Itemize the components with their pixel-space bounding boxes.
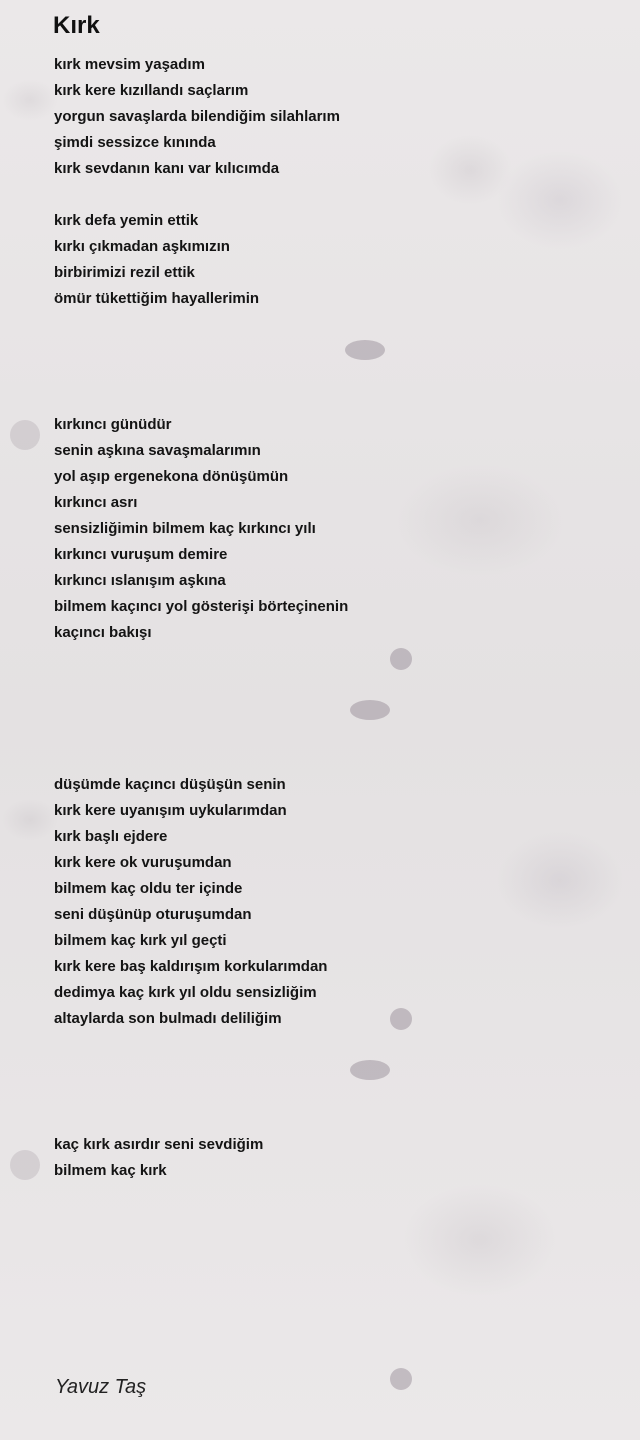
ink-blot-decoration [390,1368,412,1390]
poem-line: kırk defa yemin ettik [54,212,199,229]
poem-line: kırk sevdanın kanı var kılıcımda [54,160,280,177]
poem-line: bilmem kaç oldu ter içinde [54,880,243,897]
stanza [54,208,259,312]
ink-blot-decoration [390,1008,412,1030]
poem-line: birbirimizi rezil ettik [54,264,195,281]
poem-line: kırkıncı vuruşum demire [54,546,228,563]
poem-line: bilmem kaç kırk yıl geçti [54,932,227,949]
poem-title: Kırk [53,12,100,39]
poem-line: kırkıncı asrı [54,494,138,511]
poem-line: seni düşünüp oturuşumdan [54,906,252,923]
poem-line: kırk başlı ejdere [54,828,168,845]
poem-line: yol aşıp ergenekona dönüşümün [54,468,289,485]
poem-line: kırkıncı ıslanışım aşkına [54,572,226,589]
poem-line: kaçıncı bakışı [54,624,152,641]
stanza [54,1132,263,1184]
poem-line: dedimya kaç kırk yıl oldu sensizliğim [54,984,317,1001]
poem-line: düşümde kaçıncı düşüşün senin [54,776,286,793]
poem-line: altaylarda son bulmadı deliliğim [54,1010,282,1027]
poem-line: kırkı çıkmadan aşkımızın [54,238,230,255]
stanza [54,412,348,646]
poem-line: ömür tükettiğim hayallerimin [54,290,260,307]
ink-blot-decoration [345,340,385,360]
poem-line: yorgun savaşlarda bilendiğim silahlarım [54,108,340,125]
poem-line: kırk kere baş kaldırışım korkularımdan [54,958,328,975]
poem-line: kırkıncı günüdür [54,416,172,433]
poem-line: senin aşkına savaşmalarımın [54,442,261,459]
ink-blot-decoration [10,1150,40,1180]
poem-line: kırk kere ok vuruşumdan [54,854,232,871]
ink-blot-decoration [350,1060,390,1080]
ink-blot-decoration [390,648,412,670]
ink-blot-decoration [350,700,390,720]
poem-line: kırk kere uyanışım uykularımdan [54,802,287,819]
ink-blot-decoration [10,420,40,450]
poem-line: kırk mevsim yaşadım [54,56,205,73]
poem-line: kırk kere kızıllandı saçlarım [54,82,249,99]
poem-line: şimdi sessizce kınında [54,134,216,151]
poem-line: bilmem kaçıncı yol gösterişi börteçinenin [54,598,349,615]
poem-author: Yavuz Taş [55,1376,147,1398]
stanza [54,52,340,182]
stanza [54,772,327,1032]
poem-line: sensizliğimin bilmem kaç kırkıncı yılı [54,520,316,537]
poem-line: kaç kırk asırdır seni sevdiğim [54,1136,264,1153]
poem-line: bilmem kaç kırk [54,1162,167,1179]
